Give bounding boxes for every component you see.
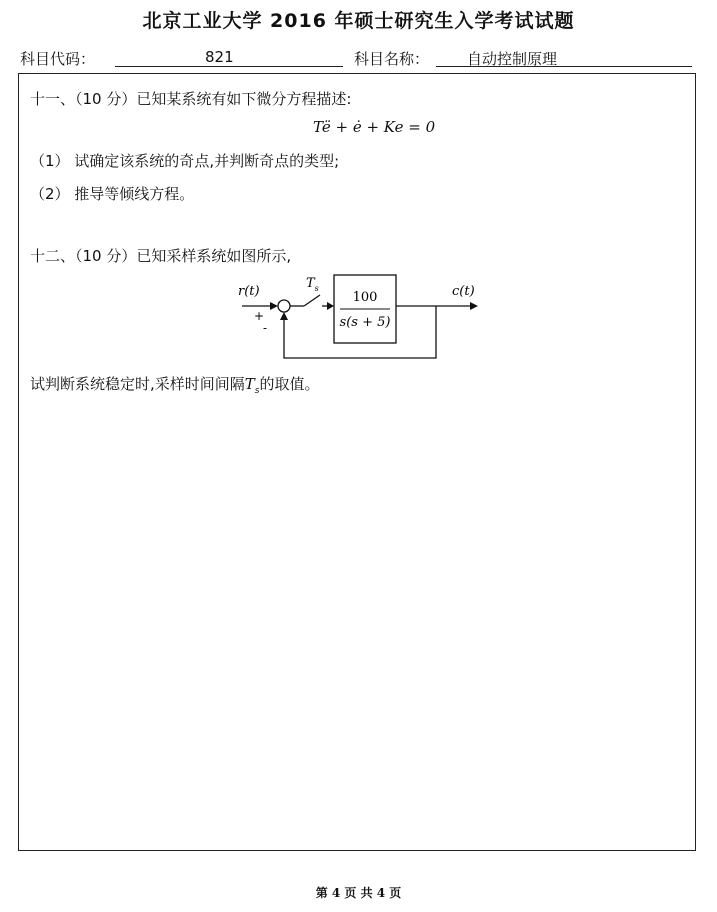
minus-sign: - <box>263 321 268 335</box>
q12-question-var: T <box>244 375 255 393</box>
feedback-arrow <box>280 312 288 320</box>
sampler-t: T <box>306 276 315 291</box>
input-arrow <box>270 302 278 310</box>
page-number: 第 4 页 共 4 页 <box>315 886 402 900</box>
q11-equation-part-a: Të <box>313 118 331 136</box>
summing-junction <box>278 300 290 312</box>
subject-name-label: 科目名称： <box>354 50 430 68</box>
output-arrow <box>470 302 478 310</box>
q12-question-end: 的取值。 <box>259 375 320 393</box>
sampler-subscript: s <box>314 284 319 293</box>
q11-part2: （2） 推导等倾线方程。 <box>30 185 195 203</box>
subject-code-label: 科目代码： <box>20 50 96 68</box>
q12-question-var-sub: s <box>254 386 260 396</box>
subject-name-value: 自动控制原理 <box>467 50 558 68</box>
block-input-arrow <box>327 302 334 310</box>
q11-equation-part-b: + ė + Ke = 0 <box>330 118 436 136</box>
input-label: r(t) <box>238 284 260 299</box>
output-label: c(t) <box>452 284 475 299</box>
q12-heading: 十二、（10 分）已知采样系统如图所示, <box>30 247 292 265</box>
subject-code-underline <box>115 66 343 67</box>
sampler-label <box>306 276 319 293</box>
q12-question-text: 试判断系统稳定时,采样时间间隔 <box>30 375 245 393</box>
q11-heading: 十一、（10 分）已知某系统有如下微分方程描述: <box>30 90 352 108</box>
q11-part1: （1） 试确定该系统的奇点,并判断奇点的类型; <box>30 152 340 170</box>
tf-denominator: s(s + 5) <box>339 315 391 330</box>
plus-sign: + <box>254 309 265 323</box>
block-diagram <box>230 270 490 370</box>
subject-code-value: 821 <box>205 48 234 66</box>
tf-numerator: 100 <box>352 290 378 305</box>
sampler-switch <box>304 295 320 306</box>
q12-question <box>30 373 320 396</box>
q11-equation <box>313 118 435 136</box>
exam-title: 北京工业大学 2016 年硕士研究生入学考试试题 <box>142 10 575 32</box>
